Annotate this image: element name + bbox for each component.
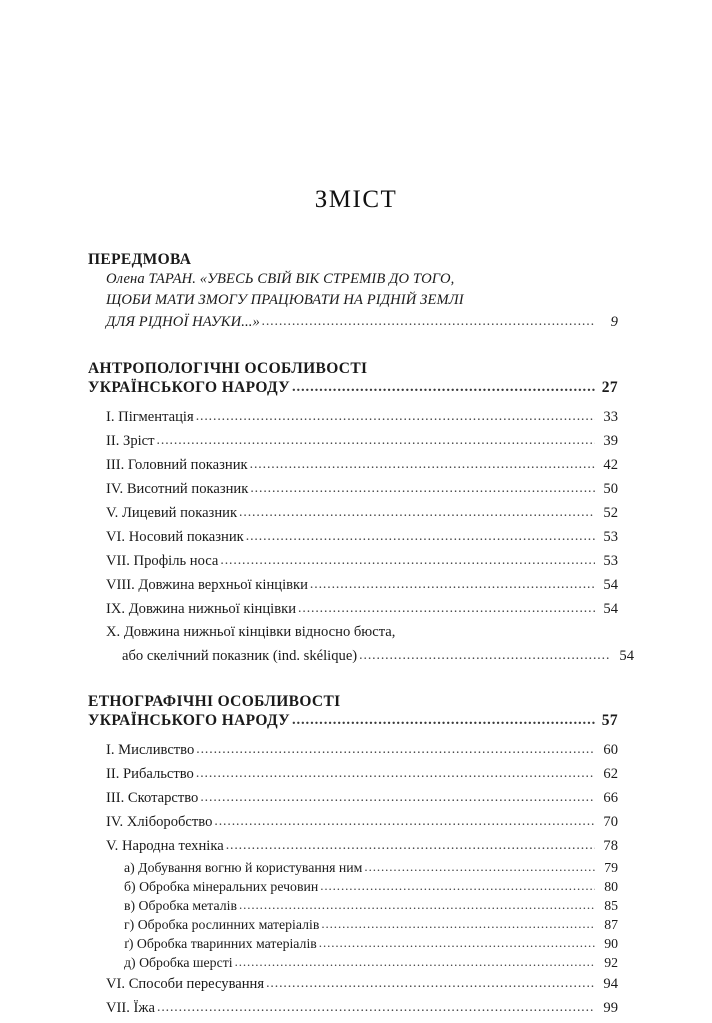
toc-entry-preface-line2-label: ЩОБИ МАТИ ЗМОГУ ПРАЦЮВАТИ НА РІДНІЙ ЗЕМЛІ bbox=[106, 292, 464, 308]
toc-subitem[interactable] bbox=[124, 934, 618, 953]
toc-subitem-page: 92 bbox=[604, 955, 618, 970]
dot-leader bbox=[157, 995, 595, 1018]
dot-leader bbox=[250, 476, 595, 499]
toc-heading-ethnographic-line1-label: ЕТНОГРАФІЧНІ ОСОБЛИВОСТІ bbox=[88, 693, 341, 710]
toc-entry-preface[interactable] bbox=[88, 269, 618, 333]
toc-item-page: 53 bbox=[603, 553, 618, 569]
toc-item-page: 33 bbox=[603, 409, 618, 425]
toc-item-label-continued: або скелічний показник (ind. skélique) bbox=[122, 648, 358, 664]
toc-item-page: 52 bbox=[603, 505, 618, 521]
toc-item-label: IX. Довжина нижньої кінцівки bbox=[106, 601, 297, 617]
toc-heading-anthropological[interactable] bbox=[88, 359, 618, 398]
toc-item-label: V. Народна техніка bbox=[106, 838, 224, 854]
dot-leader bbox=[214, 809, 595, 832]
toc-item-line1 bbox=[106, 621, 618, 644]
toc-item[interactable] bbox=[106, 573, 618, 597]
toc-subitem-page: 90 bbox=[604, 936, 618, 951]
dot-leader bbox=[239, 500, 595, 523]
dot-leader bbox=[226, 833, 595, 856]
toc-item-label: VII. Їжа bbox=[106, 1000, 155, 1016]
toc-item-label: IV. Висотний показник bbox=[106, 481, 249, 497]
toc-heading-ethnographic-page: 57 bbox=[601, 712, 618, 729]
dot-leader bbox=[250, 452, 595, 475]
toc-entry-preface-page: 9 bbox=[610, 314, 618, 330]
toc-item-page: 42 bbox=[603, 457, 618, 473]
toc-item-page: 39 bbox=[603, 433, 618, 449]
toc-item-label: III. Скотарство bbox=[106, 790, 199, 806]
toc-item[interactable] bbox=[106, 621, 634, 668]
toc-heading-ethnographic-line2 bbox=[88, 711, 618, 731]
toc-subitem-label: а) Добування вогню й користування ним bbox=[124, 860, 363, 875]
toc-item-label: VII. Профіль носа bbox=[106, 553, 219, 569]
toc-item[interactable] bbox=[106, 972, 618, 996]
toc-content bbox=[88, 250, 634, 1020]
toc-subitem-label: д) Обробка шерсті bbox=[124, 955, 233, 970]
toc-subitem-label: г) Обробка рослинних матеріалів bbox=[124, 917, 320, 932]
toc-item[interactable] bbox=[106, 525, 618, 549]
toc-item[interactable] bbox=[106, 834, 618, 858]
toc-subitem[interactable] bbox=[124, 915, 618, 934]
toc-item[interactable] bbox=[106, 549, 618, 573]
toc-item-page: 66 bbox=[603, 790, 618, 806]
toc-subitem[interactable] bbox=[124, 877, 618, 896]
dot-leader bbox=[364, 857, 595, 876]
toc-item-label: II. Рибальство bbox=[106, 766, 194, 782]
toc-heading-anthropological-line1 bbox=[88, 359, 618, 378]
dot-leader bbox=[359, 643, 611, 666]
dot-leader bbox=[246, 524, 595, 547]
toc-entry-preface-line1 bbox=[106, 269, 618, 290]
toc-item-page: 99 bbox=[603, 1000, 618, 1016]
dot-leader bbox=[239, 895, 595, 914]
toc-item[interactable] bbox=[106, 501, 618, 525]
toc-subitem-label: б) Обробка мінеральних речовин bbox=[124, 879, 319, 894]
dot-leader bbox=[266, 971, 595, 994]
toc-subitem-label: в) Обробка металів bbox=[124, 898, 237, 913]
toc-heading-preface[interactable] bbox=[88, 250, 618, 269]
toc-item-page: 70 bbox=[603, 814, 618, 830]
toc-heading-anthropological-page: 27 bbox=[601, 379, 618, 396]
toc-item[interactable] bbox=[106, 786, 618, 810]
toc-item-label: V. Лицевий показник bbox=[106, 505, 238, 521]
dot-leader bbox=[321, 914, 595, 933]
dot-leader bbox=[196, 737, 595, 760]
toc-subitem[interactable] bbox=[124, 953, 618, 972]
toc-subitem-page: 80 bbox=[604, 879, 618, 894]
toc-item-list-ethnographic-after bbox=[88, 972, 618, 1020]
dot-leader bbox=[200, 785, 595, 808]
toc-item-page: 62 bbox=[603, 766, 618, 782]
toc-item-label: VIII. Довжина верхньої кінцівки bbox=[106, 577, 308, 593]
toc-entry-preface-line1-label: Олена ТАРАН. «УВЕСЬ СВІЙ ВІК СТРЕМІВ ДО ТОГО, bbox=[106, 271, 455, 287]
toc-item-label: IV. Хліборобство bbox=[106, 814, 213, 830]
toc-item-page: 54 bbox=[603, 601, 618, 617]
toc-heading-anthropological-line2-label: УКРАЇНСЬКОГО НАРОДУ bbox=[88, 379, 290, 396]
toc-item-label: III. Головний показник bbox=[106, 457, 248, 473]
dot-leader bbox=[310, 572, 595, 595]
dot-leader bbox=[298, 596, 595, 619]
toc-item-page: 94 bbox=[603, 976, 618, 992]
toc-item-label: X. Довжина нижньої кінцівки відносно бюста, bbox=[106, 624, 396, 640]
toc-subitem-page: 85 bbox=[604, 898, 618, 913]
toc-item-page: 54 bbox=[619, 648, 634, 664]
toc-subitem-page: 79 bbox=[604, 860, 618, 875]
toc-subitem-list bbox=[88, 858, 618, 972]
dot-leader bbox=[220, 548, 595, 571]
toc-item-label: I. Пігментація bbox=[106, 409, 194, 425]
toc-item-page: 50 bbox=[603, 481, 618, 497]
toc-item-list-anthropological bbox=[88, 405, 634, 668]
dot-leader bbox=[319, 933, 595, 952]
toc-item-line2 bbox=[106, 644, 634, 668]
toc-subitem[interactable] bbox=[124, 896, 618, 915]
toc-item-label: I. Мисливство bbox=[106, 742, 195, 758]
toc-item-page: 54 bbox=[603, 577, 618, 593]
toc-heading-anthropological-line2 bbox=[88, 378, 618, 398]
dot-leader bbox=[320, 876, 595, 895]
toc-item[interactable] bbox=[106, 810, 618, 834]
dot-leader bbox=[196, 404, 595, 427]
toc-item[interactable] bbox=[106, 453, 618, 477]
toc-item[interactable] bbox=[106, 597, 618, 621]
page-title: ЗМІСТ bbox=[314, 186, 398, 213]
toc-entry-preface-line2 bbox=[106, 290, 618, 311]
toc-subitem[interactable] bbox=[124, 858, 618, 877]
toc-subitem-label: ґ) Обробка тваринних матеріалів bbox=[124, 936, 317, 951]
toc-heading-ethnographic-line1 bbox=[88, 692, 618, 711]
dot-leader bbox=[196, 761, 595, 784]
toc-heading-preface-label: ПЕРЕДМОВА bbox=[88, 251, 192, 268]
toc-item-label: II. Зріст bbox=[106, 433, 155, 449]
dot-leader bbox=[262, 310, 595, 331]
toc-item-page: 53 bbox=[603, 529, 618, 545]
dot-leader bbox=[235, 952, 595, 971]
toc-item[interactable] bbox=[106, 996, 618, 1020]
toc-subitem-page: 87 bbox=[604, 917, 618, 932]
toc-item-page: 60 bbox=[603, 742, 618, 758]
toc-heading-ethnographic-line2-label: УКРАЇНСЬКОГО НАРОДУ bbox=[88, 712, 290, 729]
toc-item[interactable] bbox=[106, 762, 618, 786]
toc-item[interactable] bbox=[106, 477, 618, 501]
toc-heading-ethnographic[interactable] bbox=[88, 692, 618, 731]
toc-item-list-ethnographic bbox=[88, 738, 618, 858]
toc-item[interactable] bbox=[106, 738, 618, 762]
toc-heading-anthropological-line1-label: АНТРОПОЛОГІЧНІ ОСОБЛИВОСТІ bbox=[88, 360, 368, 377]
dot-leader bbox=[292, 711, 595, 730]
toc-item[interactable] bbox=[106, 429, 618, 453]
toc-item-page: 78 bbox=[603, 838, 618, 854]
toc-item-label: VI. Носовий показник bbox=[106, 529, 244, 545]
toc-entry-preface-line3-label: ДЛЯ РІДНОЇ НАУКИ...» bbox=[106, 314, 260, 330]
dot-leader bbox=[157, 428, 595, 451]
toc-entry-preface-line3 bbox=[106, 311, 618, 333]
dot-leader bbox=[292, 378, 595, 397]
toc-item-label: VI. Способи пересування bbox=[106, 976, 265, 992]
toc-item[interactable] bbox=[106, 405, 618, 429]
